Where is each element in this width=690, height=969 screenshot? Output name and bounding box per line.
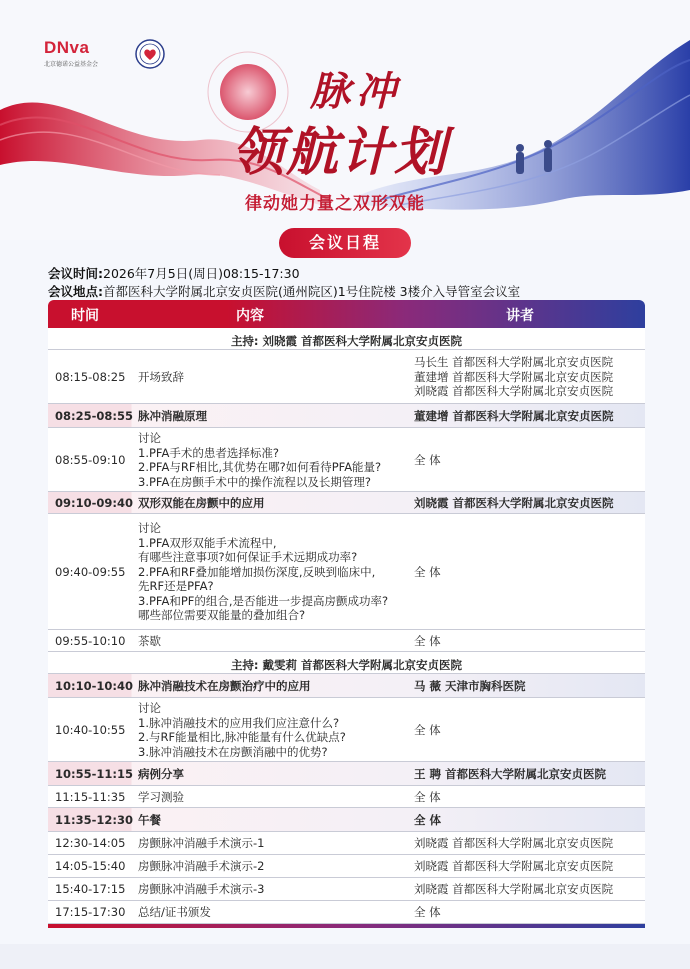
time-cell: 08:55-09:10 [55, 452, 126, 467]
brand-name: DNva [44, 38, 90, 57]
speaker-cell [414, 679, 526, 694]
content-line: 脉冲消融原理 [138, 408, 207, 423]
content-cell [138, 836, 264, 851]
meeting-time-value: 2026年7月5日(周日)08:15-17:30 [103, 266, 300, 281]
speaker-line: 刘晓霞 首都医科大学附属北京安贞医院 [414, 882, 614, 897]
content-line: 讨论 [138, 521, 161, 536]
content-line: 哪些部位需要双能量的叠加组合? [138, 608, 306, 623]
speaker-cell [414, 859, 613, 874]
time-cell: 09:55-10:10 [55, 633, 126, 648]
speaker-cell [414, 634, 441, 649]
page-footer [0, 944, 690, 969]
content-line: 房颤脉冲消融手术演示-1 [138, 836, 265, 851]
content-cell [138, 859, 264, 874]
content-line: 病例分享 [138, 766, 184, 781]
speaker-line: 董建增 首都医科大学附属北京安贞医院 [414, 369, 614, 384]
time-cell: 12:30-14:05 [55, 836, 126, 850]
content-line: 1.脉冲消融技术的应用我们应注意什么? [138, 715, 340, 730]
host-text: 主持: 刘晓霞 首都医科大学附属北京安贞医院 [230, 334, 463, 348]
table-row [48, 786, 645, 808]
content-line: 有哪些注意事项?如何保证手术远期成功率? [138, 550, 358, 565]
speaker-cell [414, 453, 441, 468]
speaker-cell [414, 767, 606, 782]
speaker-cell [414, 409, 614, 424]
content-cell [138, 882, 264, 897]
time-cell: 14:05-15:40 [55, 859, 126, 873]
speaker-line: 全 体 [414, 722, 441, 737]
meeting-time-label: 会议时间: [48, 266, 103, 281]
time-cell: 10:40-10:55 [55, 722, 126, 737]
speaker-line: 刘晓霞 首都医科大学附属北京安贞医院 [414, 836, 614, 851]
content-cell [138, 634, 161, 649]
meeting-place-value: 首都医科大学附属北京安贞医院(通州院区)1号住院楼 3楼介入导管室会议室 [103, 284, 521, 299]
speaker-cell [414, 723, 441, 738]
table-row [48, 674, 645, 698]
content-line: 1.PFA手术的患者选择标准? [138, 445, 279, 460]
content-line: 3.PFA在房颤手术中的操作流程以及长期管理? [138, 474, 371, 489]
table-row [48, 832, 645, 855]
time-cell: 10:10-10:40 [55, 678, 133, 693]
time-cell: 08:15-08:25 [55, 369, 126, 384]
content-line: 双形双能在房颤中的应用 [138, 495, 265, 510]
content-cell [138, 813, 161, 828]
host-row [48, 328, 645, 350]
content-line: 房颤脉冲消融手术演示-2 [138, 859, 265, 874]
speaker-line: 全 体 [414, 789, 441, 804]
table-row [48, 808, 645, 832]
time-cell: 17:15-17:30 [55, 905, 126, 919]
speaker-cell [414, 882, 613, 897]
speaker-cell [414, 790, 441, 805]
speaker-line: 马 薇 天津市胸科医院 [414, 678, 526, 693]
speaker-cell [414, 355, 613, 399]
speaker-cell [414, 905, 441, 920]
table-row [48, 762, 645, 786]
table-row [48, 514, 645, 630]
speaker-cell [414, 813, 441, 828]
meeting-place [48, 282, 520, 300]
content-line: 2.PFA与RF相比,其优势在哪?如何看待PFA能量? [138, 460, 382, 474]
content-line: 先RF还是PFA? [138, 579, 214, 594]
content-line: 学习测验 [138, 789, 184, 804]
content-line: 茶歇 [138, 633, 161, 648]
table-row [48, 855, 645, 878]
speaker-line: 刘晓霞 首都医科大学附属北京安贞医院 [414, 384, 614, 399]
brand-subtitle: 北京德诺公益基金会 [44, 61, 99, 68]
time-cell: 11:15-11:35 [55, 789, 126, 804]
event-title [232, 58, 492, 188]
content-cell [138, 409, 207, 424]
title-line-2: 领航计划 [232, 122, 449, 183]
speaker-cell [414, 565, 441, 580]
content-line: 开场致辞 [138, 369, 184, 384]
content-line: 脉冲消融技术在房颤治疗中的应用 [138, 678, 311, 693]
table-row [48, 428, 645, 492]
content-line: 3.PFA和PF的组合,是否能进一步提高房颤成功率? [138, 593, 389, 608]
title-line-1: 脉冲 [310, 68, 402, 115]
content-line: 午餐 [138, 812, 161, 827]
speaker-line: 刘晓霞 首都医科大学附属北京安贞医院 [414, 859, 614, 874]
content-line: 2.PFA和RF叠加能增加损伤深度,反映到临床中, [138, 564, 376, 579]
table-row [48, 901, 645, 924]
time-cell: 10:55-11:15 [55, 766, 133, 781]
table-body [48, 328, 645, 924]
foundation-logo [44, 38, 130, 70]
speaker-cell [414, 496, 614, 511]
content-cell [138, 790, 184, 805]
speaker-cell [414, 836, 613, 851]
content-line: 讨论 [138, 431, 161, 445]
table-row [48, 698, 645, 762]
table-row [48, 492, 645, 514]
time-cell: 09:10-09:40 [55, 495, 133, 510]
event-subtitle: 律动她力量之双形双能 [245, 194, 425, 214]
content-line: 2.与RF能量相比,脉冲能量有什么优缺点? [138, 730, 346, 744]
content-cell [138, 905, 211, 920]
content-cell [138, 679, 311, 694]
speaker-line: 马长生 首都医科大学附属北京安贞医院 [414, 355, 614, 370]
content-line: 房颤脉冲消融手术演示-3 [138, 882, 265, 897]
heart-seal-icon [134, 38, 166, 70]
header-time: 时间 [71, 308, 99, 324]
content-cell [138, 370, 184, 385]
content-line: 总结/证书颁发 [138, 905, 211, 920]
speaker-line: 董建增 首都医科大学附属北京安贞医院 [414, 408, 614, 423]
content-cell [138, 521, 388, 623]
table-row [48, 878, 645, 901]
host-row [48, 652, 645, 674]
speaker-line: 全 体 [414, 812, 442, 827]
speaker-line: 全 体 [414, 452, 441, 467]
time-cell: 11:35-12:30 [55, 812, 133, 827]
host-text: 主持: 戴雯莉 首都医科大学附属北京安贞医院 [230, 658, 463, 672]
table-row [48, 350, 645, 404]
speaker-line: 王 聘 首都医科大学附属北京安贞医院 [414, 766, 607, 781]
content-line: 1.PFA双形双能手术流程中, [138, 535, 277, 550]
meeting-time [48, 264, 300, 282]
table-bottom-rule [48, 924, 645, 928]
header-speaker: 讲者 [506, 308, 534, 324]
speaker-line: 全 体 [414, 633, 441, 648]
content-line: 3.脉冲消融技术在房颤消融中的优势? [138, 744, 328, 759]
table-row [48, 404, 645, 428]
time-cell: 09:40-09:55 [55, 564, 126, 579]
speaker-line: 全 体 [414, 564, 441, 579]
speaker-line: 刘晓霞 首都医科大学附属北京安贞医院 [414, 495, 614, 510]
agenda-pill: 会议日程 [279, 228, 411, 258]
time-cell: 15:40-17:15 [55, 882, 126, 896]
meeting-place-label: 会议地点: [48, 284, 103, 299]
agenda-table [48, 300, 645, 928]
content-line: 讨论 [138, 701, 161, 715]
header-content: 内容 [236, 308, 264, 324]
table-header [48, 300, 645, 328]
content-cell [138, 431, 381, 489]
content-cell [138, 496, 265, 511]
speaker-line: 全 体 [414, 905, 441, 920]
table-row [48, 630, 645, 652]
content-cell [138, 701, 346, 759]
content-cell [138, 767, 184, 782]
time-cell: 08:25-08:55 [55, 408, 133, 423]
